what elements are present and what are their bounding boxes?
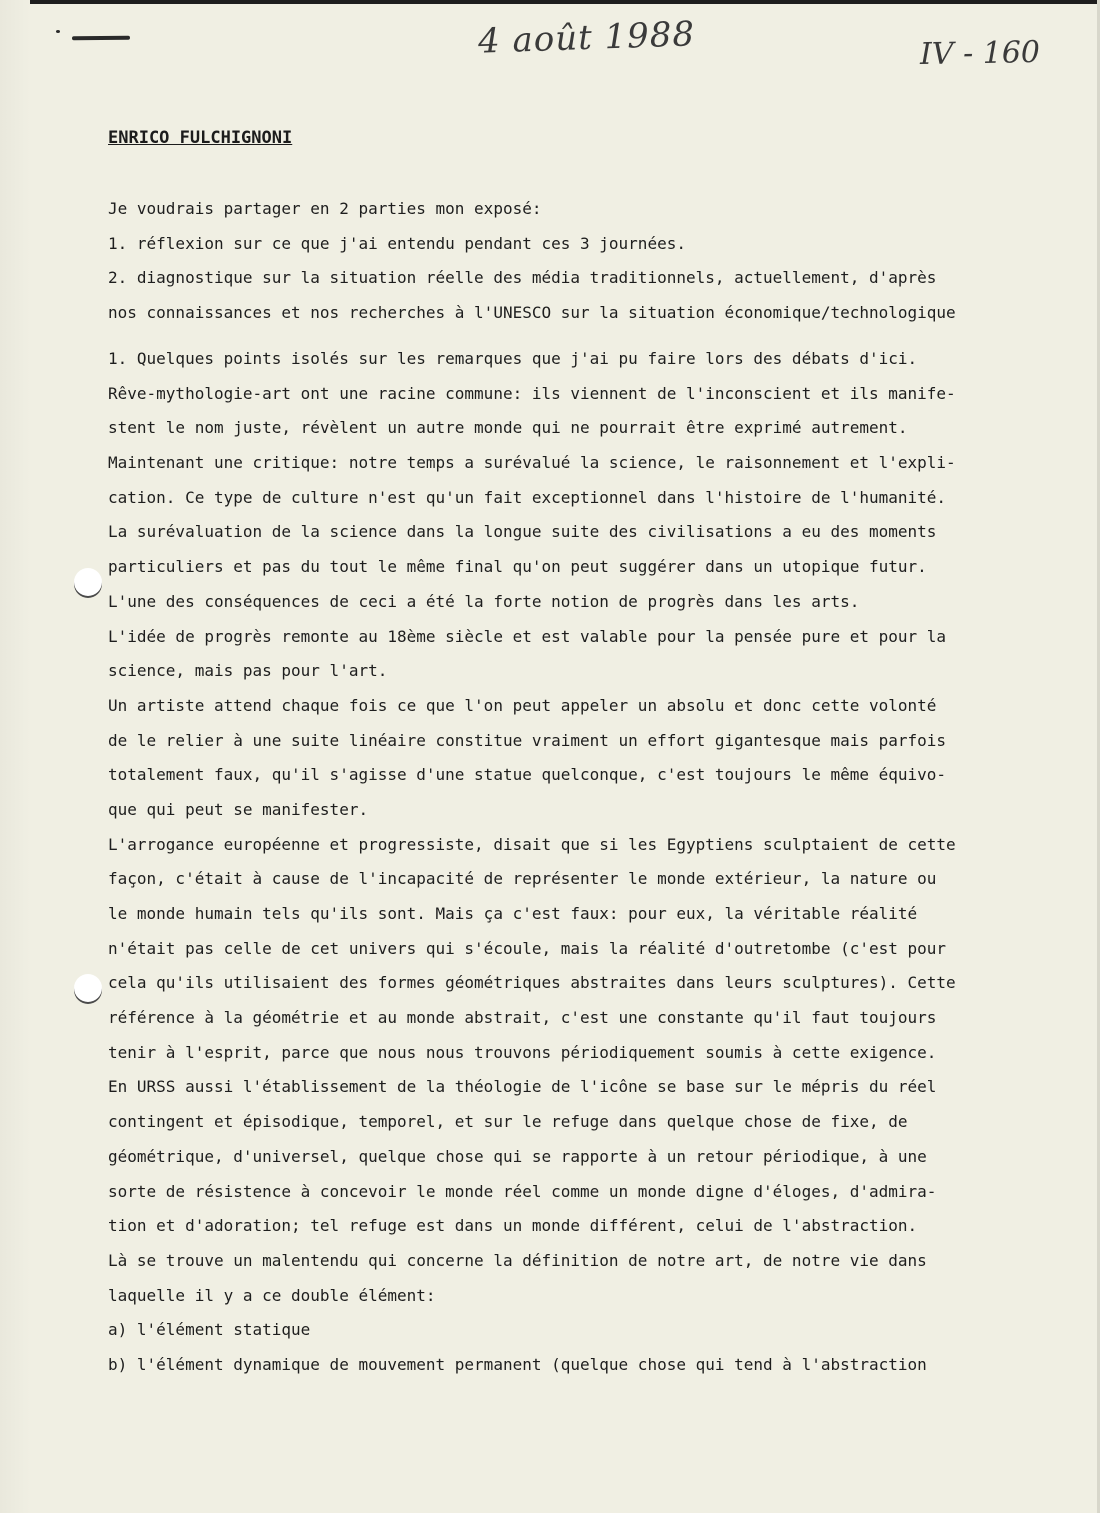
text-line: sorte de résistence à concevoir le monde réel comme un monde digne d'éloges, d'admira- bbox=[108, 1181, 937, 1201]
text-line: Là se trouve un malentendu qui concerne la définition de notre art, de notre vie dans bbox=[108, 1250, 927, 1270]
speaker-name-heading: ENRICO FULCHIGNONI bbox=[108, 128, 293, 148]
text-line: tenir à l'esprit, parce que nous nous trouvons périodiquement soumis à cette exigence. bbox=[108, 1042, 937, 1062]
pen-dot-mark bbox=[56, 30, 60, 33]
handwritten-date: 4 août 1988 bbox=[477, 14, 696, 62]
text-line: totalement faux, qu'il s'agisse d'une statue quelconque, c'est toujours le même équivo- bbox=[108, 765, 947, 785]
text-line: tion et d'adoration; tel refuge est dans un monde différent, celui de l'abstraction. bbox=[108, 1216, 918, 1236]
text-line: particuliers et pas du tout le même final qu'on peut suggérer dans un utopique futur. bbox=[108, 557, 927, 577]
text-line: En URSS aussi l'établissement de la théologie de l'icône se base sur le mépris du réel bbox=[108, 1077, 937, 1097]
punch-hole-upper bbox=[74, 568, 102, 596]
text-line: L'idée de progrès remonte au 18ème siècle et est valable pour la pensée pure et pour la bbox=[108, 626, 947, 646]
punch-hole-lower bbox=[74, 974, 102, 1002]
text-line: n'était pas celle de cet univers qui s'écoule, mais la réalité d'outretombe (c'est pour bbox=[108, 938, 947, 958]
pen-dash-mark bbox=[72, 36, 130, 41]
text-line: que qui peut se manifester. bbox=[108, 799, 369, 819]
page-left-edge bbox=[0, 0, 30, 1513]
body-text bbox=[108, 342, 956, 1383]
text-line: nos connaissances et nos recherches à l'UNESCO sur la situation économique/technologique bbox=[108, 303, 956, 323]
text-line: 1. réflexion sur ce que j'ai entendu pendant ces 3 journées. bbox=[108, 233, 686, 253]
text-line: cela qu'ils utilisaient des formes géométriques abstraites dans leurs sculptures). Cette bbox=[108, 973, 956, 993]
text-line: Un artiste attend chaque fois ce que l'on peut appeler un absolu et donc cette volonté bbox=[108, 695, 937, 715]
handwritten-reference: IV - 160 bbox=[919, 34, 1041, 73]
text-line: Je voudrais partager en 2 parties mon exposé: bbox=[108, 199, 542, 218]
text-line: façon, c'était à cause de l'incapacité de représenter le monde extérieur, la nature ou bbox=[108, 869, 937, 889]
text-line: La surévaluation de la science dans la longue suite des civilisations a eu des moments bbox=[108, 522, 937, 542]
text-line: laquelle il y a ce double élément: bbox=[108, 1285, 436, 1305]
text-line: le monde humain tels qu'ils sont. Mais ça c'est faux: pour eux, la véritable réalité bbox=[108, 904, 918, 923]
text-line: contingent et épisodique, temporel, et sur le refuge dans quelque chose de fixe, de bbox=[108, 1112, 908, 1132]
text-line: cation. Ce type de culture n'est qu'un fait exceptionnel dans l'histoire de l'humanité. bbox=[108, 487, 947, 507]
page-top-edge bbox=[0, 0, 1100, 4]
text-line: 2. diagnostique sur la situation réelle des média traditionnels, actuellement, d'après bbox=[108, 268, 937, 288]
text-line: 1. Quelques points isolés sur les remarques que j'ai pu faire lors des débats d'ici. bbox=[108, 349, 918, 368]
text-line: Maintenant une critique: notre temps a surévalué la science, le raisonnement et l'expli- bbox=[108, 453, 956, 473]
text-line: géométrique, d'universel, quelque chose qui se rapporte à un retour périodique, à une bbox=[108, 1146, 927, 1166]
text-line: de le relier à une suite linéaire constitue vraiment un effort gigantesque mais parfois bbox=[108, 730, 947, 750]
text-line: science, mais pas pour l'art. bbox=[108, 661, 388, 681]
text-line: référence à la géométrie et au monde abstrait, c'est une constante qu'il faut toujours bbox=[108, 1008, 937, 1028]
text-line: a) l'élément statique bbox=[108, 1320, 311, 1340]
text-line: L'arrogance européenne et progressiste, disait que si les Egyptiens sculptaient de cette bbox=[108, 834, 956, 854]
text-line: stent le nom juste, révèlent un autre monde qui ne pourrait être exprimé autrement. bbox=[108, 418, 908, 438]
text-line: L'une des conséquences de ceci a été la forte notion de progrès dans les arts. bbox=[108, 591, 860, 611]
text-line: b) l'élément dynamique de mouvement permanent (quelque chose qui tend à l'abstraction bbox=[108, 1354, 927, 1374]
intro-paragraph bbox=[108, 192, 956, 331]
text-line: Rêve-mythologie-art ont une racine commune: ils viennent de l'inconscient et ils manife- bbox=[108, 383, 956, 403]
